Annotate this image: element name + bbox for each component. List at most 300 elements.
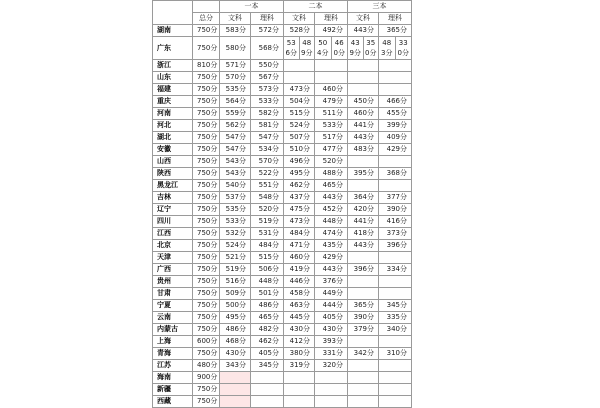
score-cell: 547分 xyxy=(220,132,251,144)
table-row xyxy=(153,60,412,72)
score-cell: 580分 xyxy=(220,37,251,60)
table-row xyxy=(153,324,412,336)
score-cell: 532分 xyxy=(220,228,251,240)
province-cell: 湖北 xyxy=(153,132,193,144)
score-cell: 446分 xyxy=(284,276,315,288)
score-cell xyxy=(379,156,412,168)
header-yiben: 一本 xyxy=(220,1,284,13)
score-cell: 500分 xyxy=(220,300,251,312)
score-cell xyxy=(348,276,379,288)
score-cell: 570分 xyxy=(251,156,284,168)
table-row xyxy=(153,84,412,96)
score-cell: 520分 xyxy=(251,204,284,216)
score-cell: 496分 xyxy=(284,156,315,168)
score-cell: 466分 xyxy=(379,96,412,108)
province-cell: 青海 xyxy=(153,348,193,360)
score-cell: 460分 xyxy=(284,252,315,264)
score-cell: 444分 xyxy=(315,300,348,312)
total-score-cell: 750分 xyxy=(193,120,220,132)
score-cell: 501分 xyxy=(251,288,284,300)
total-score-cell: 750分 xyxy=(193,276,220,288)
score-cell xyxy=(284,60,315,72)
table-row xyxy=(153,216,412,228)
score-cell: 340分 xyxy=(379,324,412,336)
score-table xyxy=(152,0,412,408)
score-cell: 524分 xyxy=(284,120,315,132)
score-cell xyxy=(315,396,348,408)
score-cell: 449分 xyxy=(315,288,348,300)
score-cell: 583分 xyxy=(220,25,251,37)
score-cell: 573分 xyxy=(251,84,284,96)
score-cell: 319分 xyxy=(284,360,315,372)
score-cell: 582分 xyxy=(251,108,284,120)
split-score-cell xyxy=(348,37,379,60)
score-cell xyxy=(379,288,412,300)
score-cell: 390分 xyxy=(348,312,379,324)
table-row xyxy=(153,264,412,276)
score-cell: 507分 xyxy=(284,132,315,144)
score-cell: 380分 xyxy=(284,348,315,360)
score-cell xyxy=(348,72,379,84)
score-cell: 335分 xyxy=(379,312,412,324)
score-cell: 396分 xyxy=(379,240,412,252)
table-row xyxy=(153,312,412,324)
score-cell: 535分 xyxy=(220,204,251,216)
total-score-cell: 750分 xyxy=(193,348,220,360)
score-cell xyxy=(315,72,348,84)
province-cell: 江西 xyxy=(153,228,193,240)
province-cell: 河南 xyxy=(153,108,193,120)
split-score: 46 0分 xyxy=(331,37,348,59)
score-cell xyxy=(251,372,284,384)
score-cell: 460分 xyxy=(315,84,348,96)
province-cell: 福建 xyxy=(153,84,193,96)
score-cell: 345分 xyxy=(251,360,284,372)
province-cell: 海南 xyxy=(153,372,193,384)
score-cell: 441分 xyxy=(348,120,379,132)
header-sanben: 三本 xyxy=(348,1,412,13)
header-total: 总分 xyxy=(193,13,220,25)
table-row xyxy=(153,108,412,120)
total-score-cell: 750分 xyxy=(193,312,220,324)
score-cell: 543分 xyxy=(220,156,251,168)
score-cell: 419分 xyxy=(284,264,315,276)
total-score-cell: 750分 xyxy=(193,300,220,312)
score-cell: 528分 xyxy=(284,25,315,37)
score-cell: 373分 xyxy=(379,228,412,240)
split-score: 33 0分 xyxy=(395,37,412,59)
score-cell: 448分 xyxy=(251,276,284,288)
province-cell: 云南 xyxy=(153,312,193,324)
score-cell xyxy=(315,60,348,72)
table-row xyxy=(153,25,412,37)
score-cell: 399分 xyxy=(379,120,412,132)
score-cell: 450分 xyxy=(348,96,379,108)
score-cell: 345分 xyxy=(379,300,412,312)
score-cell: 516分 xyxy=(220,276,251,288)
score-cell xyxy=(379,336,412,348)
score-cell: 405分 xyxy=(315,312,348,324)
score-cell: 534分 xyxy=(251,144,284,156)
score-cell: 495分 xyxy=(284,168,315,180)
total-score-cell: 750分 xyxy=(193,37,220,60)
score-cell: 445分 xyxy=(284,312,315,324)
total-score-cell: 750分 xyxy=(193,216,220,228)
score-cell: 396分 xyxy=(348,264,379,276)
table-row xyxy=(153,192,412,204)
table-row xyxy=(153,240,412,252)
score-cell: 550分 xyxy=(251,60,284,72)
province-cell: 贵州 xyxy=(153,276,193,288)
score-cell: 443分 xyxy=(315,192,348,204)
province-cell: 广西 xyxy=(153,264,193,276)
score-cell xyxy=(348,180,379,192)
score-cell: 537分 xyxy=(220,192,251,204)
score-cell: 430分 xyxy=(220,348,251,360)
score-cell: 405分 xyxy=(251,348,284,360)
province-cell: 广东 xyxy=(153,37,193,60)
total-score-cell: 750分 xyxy=(193,324,220,336)
score-cell: 515分 xyxy=(251,252,284,264)
score-cell: 581分 xyxy=(251,120,284,132)
score-cell xyxy=(220,384,251,396)
score-cell xyxy=(379,180,412,192)
province-cell: 内蒙古 xyxy=(153,324,193,336)
total-score-cell: 750分 xyxy=(193,108,220,120)
score-cell: 310分 xyxy=(379,348,412,360)
score-cell: 483分 xyxy=(348,144,379,156)
score-cell: 484分 xyxy=(251,240,284,252)
score-cell: 463分 xyxy=(284,300,315,312)
total-score-cell: 750分 xyxy=(193,252,220,264)
score-cell: 465分 xyxy=(251,312,284,324)
score-cell: 533分 xyxy=(315,120,348,132)
score-cell: 377分 xyxy=(379,192,412,204)
score-cell xyxy=(220,396,251,408)
total-score-cell: 750分 xyxy=(193,144,220,156)
score-cell: 547分 xyxy=(220,144,251,156)
score-cell: 568分 xyxy=(251,37,284,60)
score-cell xyxy=(220,372,251,384)
score-cell: 533分 xyxy=(220,216,251,228)
total-score-cell: 750分 xyxy=(193,192,220,204)
score-cell: 543分 xyxy=(220,168,251,180)
score-cell xyxy=(379,84,412,96)
score-cell: 443分 xyxy=(315,264,348,276)
province-cell: 黑龙江 xyxy=(153,180,193,192)
province-cell: 重庆 xyxy=(153,96,193,108)
score-cell xyxy=(284,372,315,384)
score-cell xyxy=(284,72,315,84)
score-cell: 395分 xyxy=(348,168,379,180)
score-cell: 520分 xyxy=(315,156,348,168)
total-score-cell: 750分 xyxy=(193,132,220,144)
province-cell: 北京 xyxy=(153,240,193,252)
score-cell: 429分 xyxy=(379,144,412,156)
score-cell xyxy=(348,60,379,72)
score-cell: 364分 xyxy=(348,192,379,204)
score-cell xyxy=(379,276,412,288)
total-score-cell: 750分 xyxy=(193,180,220,192)
score-cell xyxy=(348,396,379,408)
score-cell: 462分 xyxy=(251,336,284,348)
score-cell: 562分 xyxy=(220,120,251,132)
score-cell: 548分 xyxy=(251,192,284,204)
province-cell: 陕西 xyxy=(153,168,193,180)
province-cell: 四川 xyxy=(153,216,193,228)
score-cell: 409分 xyxy=(379,132,412,144)
score-cell: 441分 xyxy=(348,216,379,228)
score-cell: 443分 xyxy=(348,240,379,252)
score-cell: 418分 xyxy=(348,228,379,240)
table-row xyxy=(153,372,412,384)
table-row xyxy=(153,336,412,348)
score-cell: 468分 xyxy=(220,336,251,348)
score-cell: 474分 xyxy=(315,228,348,240)
split-score: 48 3分 xyxy=(381,39,393,57)
score-cell: 564分 xyxy=(220,96,251,108)
score-cell: 334分 xyxy=(379,264,412,276)
score-cell: 504分 xyxy=(284,96,315,108)
table-row xyxy=(153,348,412,360)
score-cell: 465分 xyxy=(315,180,348,192)
score-cell: 379分 xyxy=(348,324,379,336)
score-cell: 511分 xyxy=(315,108,348,120)
score-cell: 547分 xyxy=(251,132,284,144)
total-score-cell: 750分 xyxy=(193,156,220,168)
score-cell: 533分 xyxy=(251,96,284,108)
score-cell: 506分 xyxy=(251,264,284,276)
total-score-cell: 480分 xyxy=(193,360,220,372)
split-score: 50 4分 xyxy=(317,39,329,57)
province-cell: 新疆 xyxy=(153,384,193,396)
score-cell: 435分 xyxy=(315,240,348,252)
table-row xyxy=(153,132,412,144)
score-cell xyxy=(379,360,412,372)
total-score-cell: 750分 xyxy=(193,384,220,396)
score-cell: 462分 xyxy=(284,180,315,192)
score-cell xyxy=(379,372,412,384)
score-cell: 515分 xyxy=(284,108,315,120)
score-cell: 524分 xyxy=(220,240,251,252)
table-row xyxy=(153,168,412,180)
total-score-cell: 750分 xyxy=(193,96,220,108)
total-score-cell: 600分 xyxy=(193,336,220,348)
score-cell xyxy=(251,384,284,396)
score-cell: 429分 xyxy=(315,252,348,264)
score-cell: 488分 xyxy=(315,168,348,180)
province-cell: 辽宁 xyxy=(153,204,193,216)
split-score: 43 9分 xyxy=(349,39,361,57)
total-score-cell: 750分 xyxy=(193,264,220,276)
score-cell xyxy=(284,384,315,396)
table-row xyxy=(153,180,412,192)
total-score-cell: 750分 xyxy=(193,240,220,252)
total-score-cell: 750分 xyxy=(193,84,220,96)
score-cell: 443分 xyxy=(348,132,379,144)
table-row xyxy=(153,156,412,168)
score-cell: 535分 xyxy=(220,84,251,96)
province-cell: 吉林 xyxy=(153,192,193,204)
total-score-cell: 810分 xyxy=(193,60,220,72)
total-score-cell: 750分 xyxy=(193,228,220,240)
province-cell: 天津 xyxy=(153,252,193,264)
score-cell xyxy=(348,84,379,96)
score-cell xyxy=(379,252,412,264)
score-cell: 521分 xyxy=(220,252,251,264)
province-cell: 江苏 xyxy=(153,360,193,372)
table-row xyxy=(153,300,412,312)
score-cell: 522分 xyxy=(251,168,284,180)
score-cell: 570分 xyxy=(220,72,251,84)
table-row xyxy=(153,144,412,156)
score-cell: 567分 xyxy=(251,72,284,84)
split-score: 35 0分 xyxy=(363,37,379,59)
score-cell: 448分 xyxy=(315,216,348,228)
total-score-cell: 750分 xyxy=(193,288,220,300)
score-cell: 455分 xyxy=(379,108,412,120)
table-row xyxy=(153,396,412,408)
score-cell xyxy=(348,372,379,384)
score-cell xyxy=(348,336,379,348)
table-row xyxy=(153,204,412,216)
province-cell: 山西 xyxy=(153,156,193,168)
score-cell: 540分 xyxy=(220,180,251,192)
score-cell xyxy=(379,72,412,84)
table-row xyxy=(153,360,412,372)
province-cell: 安徽 xyxy=(153,144,193,156)
score-cell: 559分 xyxy=(220,108,251,120)
score-cell xyxy=(348,252,379,264)
score-cell xyxy=(348,360,379,372)
province-cell: 湖南 xyxy=(153,25,193,37)
split-score-cell xyxy=(379,37,412,60)
score-cell xyxy=(379,396,412,408)
score-cell: 430分 xyxy=(284,324,315,336)
score-cell xyxy=(379,384,412,396)
header-erben-wenke: 文科 xyxy=(284,13,315,25)
score-cell: 531分 xyxy=(251,228,284,240)
score-cell xyxy=(251,396,284,408)
table-row xyxy=(153,72,412,84)
score-cell: 484分 xyxy=(284,228,315,240)
score-cell: 437分 xyxy=(284,192,315,204)
score-cell xyxy=(315,372,348,384)
score-cell: 473分 xyxy=(284,216,315,228)
score-cell: 509分 xyxy=(220,288,251,300)
score-cell: 492分 xyxy=(315,25,348,37)
score-cell: 572分 xyxy=(251,25,284,37)
header-erben-like: 理科 xyxy=(315,13,348,25)
score-cell xyxy=(348,288,379,300)
total-score-cell: 750分 xyxy=(193,168,220,180)
split-score-cell xyxy=(284,37,315,60)
score-cell: 342分 xyxy=(348,348,379,360)
score-cell: 517分 xyxy=(315,132,348,144)
score-cell xyxy=(315,384,348,396)
score-cell xyxy=(284,396,315,408)
table-row xyxy=(153,288,412,300)
table-row xyxy=(153,252,412,264)
score-cell: 452分 xyxy=(315,204,348,216)
score-cell: 365分 xyxy=(348,300,379,312)
score-cell: 390分 xyxy=(379,204,412,216)
score-cell: 430分 xyxy=(315,324,348,336)
score-cell: 420分 xyxy=(348,204,379,216)
table-row xyxy=(153,276,412,288)
header-sanben-wenke: 文科 xyxy=(348,13,379,25)
header-yiben-wenke: 文科 xyxy=(220,13,251,25)
score-cell: 475分 xyxy=(284,204,315,216)
province-cell: 西藏 xyxy=(153,396,193,408)
score-cell: 365分 xyxy=(379,25,412,37)
score-cell: 331分 xyxy=(315,348,348,360)
province-cell: 河北 xyxy=(153,120,193,132)
header-sanben-like: 理科 xyxy=(379,13,412,25)
score-cell: 479分 xyxy=(315,96,348,108)
score-cell: 551分 xyxy=(251,180,284,192)
province-cell: 宁夏 xyxy=(153,300,193,312)
score-cell: 458分 xyxy=(284,288,315,300)
province-cell: 甘肃 xyxy=(153,288,193,300)
total-score-cell: 750分 xyxy=(193,72,220,84)
total-score-cell: 750分 xyxy=(193,204,220,216)
score-cell: 519分 xyxy=(251,216,284,228)
score-cell: 416分 xyxy=(379,216,412,228)
score-cell xyxy=(348,384,379,396)
table-body xyxy=(153,25,412,408)
score-cell: 320分 xyxy=(315,360,348,372)
province-cell: 上海 xyxy=(153,336,193,348)
score-cell: 473分 xyxy=(284,84,315,96)
score-cell: 460分 xyxy=(348,108,379,120)
score-cell: 510分 xyxy=(284,144,315,156)
score-cell: 376分 xyxy=(315,276,348,288)
score-cell xyxy=(379,60,412,72)
corner-cell xyxy=(153,1,193,25)
score-cell xyxy=(348,156,379,168)
score-cell: 343分 xyxy=(220,360,251,372)
table-row xyxy=(153,384,412,396)
province-cell: 山东 xyxy=(153,72,193,84)
split-score: 53 6分 xyxy=(285,39,297,57)
score-cell: 393分 xyxy=(315,336,348,348)
score-cell: 486分 xyxy=(251,300,284,312)
header-yiben-like: 理科 xyxy=(251,13,284,25)
table-row xyxy=(153,37,412,60)
total-score-cell: 750分 xyxy=(193,25,220,37)
score-cell: 443分 xyxy=(348,25,379,37)
score-cell: 486分 xyxy=(220,324,251,336)
score-cell: 477分 xyxy=(315,144,348,156)
header-erben: 二本 xyxy=(284,1,348,13)
table-row xyxy=(153,120,412,132)
score-cell: 571分 xyxy=(220,60,251,72)
split-score: 48 9分 xyxy=(299,37,315,59)
score-cell: 495分 xyxy=(220,312,251,324)
score-cell: 519分 xyxy=(220,264,251,276)
province-cell: 浙江 xyxy=(153,60,193,72)
table-row xyxy=(153,228,412,240)
score-cell: 482分 xyxy=(251,324,284,336)
total-score-cell: 750分 xyxy=(193,396,220,408)
score-cell: 471分 xyxy=(284,240,315,252)
split-score-cell xyxy=(315,37,348,60)
total-score-cell: 900分 xyxy=(193,372,220,384)
score-cell: 412分 xyxy=(284,336,315,348)
total-empty xyxy=(193,1,220,13)
table-row xyxy=(153,96,412,108)
